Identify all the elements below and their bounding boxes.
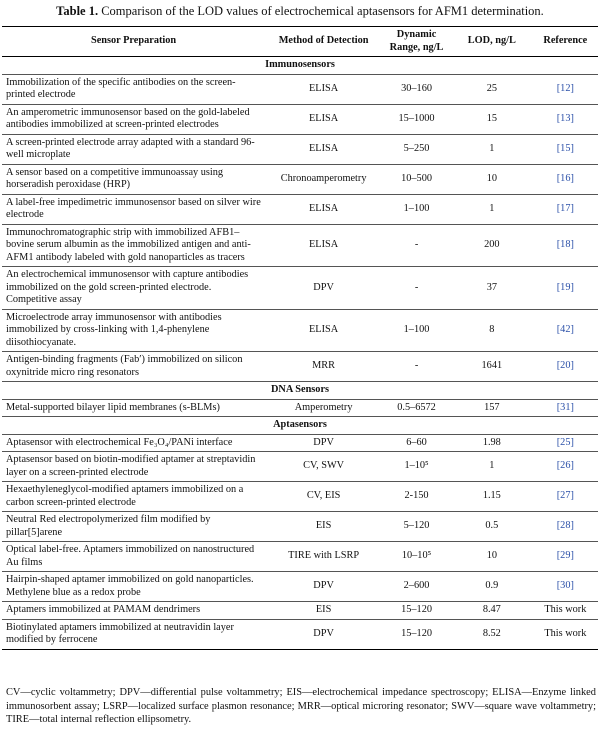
cell-sensor-preparation: An electrochemical immunosensor with capture antibodies immobilized on the gold screen-printed electrode. Competitive assay — [2, 267, 265, 310]
header-ref: Reference — [533, 27, 598, 57]
caption-label: Table 1. — [56, 4, 99, 18]
cell-dynamic-range: - — [382, 224, 451, 267]
cell-lod: 10 — [451, 164, 533, 194]
table-row — [2, 542, 598, 572]
cell-dynamic-range: - — [382, 267, 451, 310]
cell-method: DPV — [265, 619, 382, 649]
cell-dynamic-range: 5–120 — [382, 512, 451, 542]
table-row — [2, 619, 598, 649]
cell-reference — [533, 434, 598, 452]
cell-dynamic-range: 15–120 — [382, 602, 451, 620]
reference-link[interactable]: [31] — [556, 401, 574, 413]
cell-dynamic-range: 10–10⁵ — [382, 542, 451, 572]
cell-method: ELISA — [265, 104, 382, 134]
cell-method: EIS — [265, 512, 382, 542]
cell-lod: 1 — [451, 194, 533, 224]
section-header-row — [2, 417, 598, 435]
cell-method: Amperometry — [265, 399, 382, 417]
table-body — [2, 57, 598, 650]
reference-link[interactable]: [17] — [556, 202, 574, 214]
section-header-row — [2, 57, 598, 75]
table-row — [2, 572, 598, 602]
cell-method: Chronoamperometry — [265, 164, 382, 194]
reference-link[interactable]: [12] — [556, 82, 574, 94]
cell-dynamic-range: - — [382, 352, 451, 382]
cell-reference — [533, 399, 598, 417]
cell-lod: 15 — [451, 104, 533, 134]
cell-reference — [533, 134, 598, 164]
cell-reference — [533, 224, 598, 267]
cell-method: ELISA — [265, 134, 382, 164]
table-row — [2, 267, 598, 310]
cell-lod: 0.5 — [451, 512, 533, 542]
cell-sensor-preparation: Hairpin-shaped aptamer immobilized on gold nanoparticles. Methylene blue as a redox probe — [2, 572, 265, 602]
reference-link[interactable]: [30] — [556, 580, 574, 592]
cell-sensor-preparation: Microelectrode array immunosensor with antibodies immobilized by cross-linking with 1,4-phenylene diisothiocyanate. — [2, 309, 265, 352]
section-title: DNA Sensors — [2, 382, 598, 400]
cell-reference — [533, 482, 598, 512]
table-row — [2, 309, 598, 352]
cell-lod: 8.47 — [451, 602, 533, 620]
cell-reference: This work — [533, 619, 598, 649]
cell-sensor-preparation: Aptamers immobilized at PAMAM dendrimers — [2, 602, 265, 620]
section-title: Aptasensors — [2, 417, 598, 435]
cell-dynamic-range: 1–100 — [382, 309, 451, 352]
cell-dynamic-range: 0.5–6572 — [382, 399, 451, 417]
cell-lod: 1 — [451, 452, 533, 482]
cell-reference — [533, 572, 598, 602]
cell-dynamic-range: 5–250 — [382, 134, 451, 164]
table-row — [2, 74, 598, 104]
caption-text: Comparison of the LOD values of electrochemical aptasensors for AFM1 determination. — [101, 4, 544, 18]
reference-link[interactable]: [19] — [556, 281, 574, 293]
cell-sensor-preparation: Hexaethyleneglycol-modified aptamers immobilized on a carbon screen-printed electrode — [2, 482, 265, 512]
cell-dynamic-range: 15–1000 — [382, 104, 451, 134]
cell-method: ELISA — [265, 194, 382, 224]
cell-sensor-preparation: Antigen-binding fragments (Fab′) immobilized on silicon oxynitride micro ring resonators — [2, 352, 265, 382]
table-row — [2, 224, 598, 267]
reference-link[interactable]: [20] — [556, 360, 574, 372]
cell-sensor-preparation: Optical label-free. Aptamers immobilized on nanostructured Au films — [2, 542, 265, 572]
cell-dynamic-range: 2-150 — [382, 482, 451, 512]
cell-method: MRR — [265, 352, 382, 382]
cell-dynamic-range: 10–500 — [382, 164, 451, 194]
cell-method: DPV — [265, 267, 382, 310]
cell-lod: 1.15 — [451, 482, 533, 512]
cell-reference — [533, 309, 598, 352]
cell-sensor-preparation: A sensor based on a competitive immunoassay using horseradish peroxidase (HRP) — [2, 164, 265, 194]
cell-reference — [533, 512, 598, 542]
table-row — [2, 434, 598, 452]
table-caption — [0, 2, 600, 20]
reference-link[interactable]: [25] — [556, 436, 574, 448]
cell-method: TIRE with LSRP — [265, 542, 382, 572]
reference-link[interactable]: [18] — [556, 239, 574, 250]
cell-method: DPV — [265, 434, 382, 452]
cell-method: EIS — [265, 602, 382, 620]
cell-lod: 1641 — [451, 352, 533, 382]
cell-method: DPV — [265, 572, 382, 602]
cell-sensor-preparation: Neutral Red electropolymerized film modified by pillar[5]arene — [2, 512, 265, 542]
cell-sensor-preparation: Biotinylated aptamers immobilized at neutravidin layer modified by ferrocene — [2, 619, 265, 649]
table-row — [2, 452, 598, 482]
cell-lod: 1 — [451, 134, 533, 164]
header-prep: Sensor Preparation — [2, 27, 265, 57]
table-row — [2, 352, 598, 382]
cell-sensor-preparation: A label-free impedimetric immunosensor based on silver wire electrode — [2, 194, 265, 224]
reference-link[interactable]: [26] — [556, 460, 574, 472]
table-footnote: CV—cyclic voltammetry; DPV—differential pulse voltammetry; EIS—electrochemical impedance spectroscopy; ELISA—Enzyme linked immunosorbent assay; LSRP—localized surface plasmon resonance; MRR—optical microring resonator; SWV—square wave voltammetry; TIRE—total internal reflection ellipsometry. — [6, 687, 596, 725]
cell-lod: 0.9 — [451, 572, 533, 602]
cell-sensor-preparation: Metal-supported bilayer lipid membranes (s-BLMs) — [2, 399, 265, 417]
cell-reference — [533, 104, 598, 134]
cell-dynamic-range: 1–10⁵ — [382, 452, 451, 482]
section-header-row — [2, 382, 598, 400]
table-row — [2, 194, 598, 224]
cell-reference — [533, 352, 598, 382]
table-row — [2, 512, 598, 542]
reference-link[interactable]: [42] — [556, 324, 574, 335]
cell-lod: 157 — [451, 399, 533, 417]
cell-dynamic-range: 1–100 — [382, 194, 451, 224]
cell-method: ELISA — [265, 309, 382, 352]
cell-reference — [533, 74, 598, 104]
table-row — [2, 602, 598, 620]
header-method: Method of Detection — [265, 27, 382, 57]
header-row — [2, 27, 598, 57]
cell-lod: 200 — [451, 224, 533, 267]
cell-dynamic-range: 15–120 — [382, 619, 451, 649]
cell-reference — [533, 267, 598, 310]
header-range: Dynamic Range, ng/L — [382, 27, 451, 57]
comparison-table — [2, 26, 598, 650]
cell-method: CV, EIS — [265, 482, 382, 512]
cell-sensor-preparation: Immunochromatographic strip with immobilized AFB1–bovine serum albumin as the immobilized antigen and anti-AFM1 antibody labeled with gold nanoparticles as tracers — [2, 224, 265, 267]
cell-reference — [533, 164, 598, 194]
cell-dynamic-range: 30–160 — [382, 74, 451, 104]
table-row — [2, 482, 598, 512]
reference-link[interactable]: [13] — [556, 112, 574, 124]
cell-sensor-preparation: A screen-printed electrode array adapted with a standard 96-well microplate — [2, 134, 265, 164]
table-row — [2, 164, 598, 194]
cell-sensor-preparation: Aptasensor with electrochemical Fe₃O₄/PANi interface — [2, 434, 265, 452]
cell-lod: 10 — [451, 542, 533, 572]
cell-lod: 1.98 — [451, 434, 533, 452]
reference-link[interactable]: [28] — [556, 520, 574, 532]
reference-link[interactable]: [15] — [556, 142, 574, 154]
cell-reference — [533, 542, 598, 572]
cell-reference — [533, 452, 598, 482]
cell-lod: 8 — [451, 309, 533, 352]
reference-link[interactable]: [16] — [556, 172, 574, 184]
cell-lod: 37 — [451, 267, 533, 310]
cell-lod: 25 — [451, 74, 533, 104]
cell-sensor-preparation: Aptasensor based on biotin-modified aptamer at streptavidin layer on a screen-printed electrode — [2, 452, 265, 482]
cell-lod: 8.52 — [451, 619, 533, 649]
table-row — [2, 134, 598, 164]
cell-method: CV, SWV — [265, 452, 382, 482]
section-title: Immunosensors — [2, 57, 598, 75]
cell-sensor-preparation: An amperometric immunosensor based on the gold-labeled antibodies immobilized at screen-printed electrodes — [2, 104, 265, 134]
cell-sensor-preparation: Immobilization of the specific antibodies on the screen-printed electrode — [2, 74, 265, 104]
table-row — [2, 104, 598, 134]
table-row — [2, 399, 598, 417]
cell-dynamic-range: 6–60 — [382, 434, 451, 452]
reference-link[interactable]: [27] — [556, 490, 574, 502]
cell-method: ELISA — [265, 224, 382, 267]
cell-dynamic-range: 2–600 — [382, 572, 451, 602]
cell-reference — [533, 194, 598, 224]
cell-method: ELISA — [265, 74, 382, 104]
cell-reference: This work — [533, 602, 598, 620]
header-lod: LOD, ng/L — [451, 27, 533, 57]
reference-link[interactable]: [29] — [556, 550, 574, 562]
